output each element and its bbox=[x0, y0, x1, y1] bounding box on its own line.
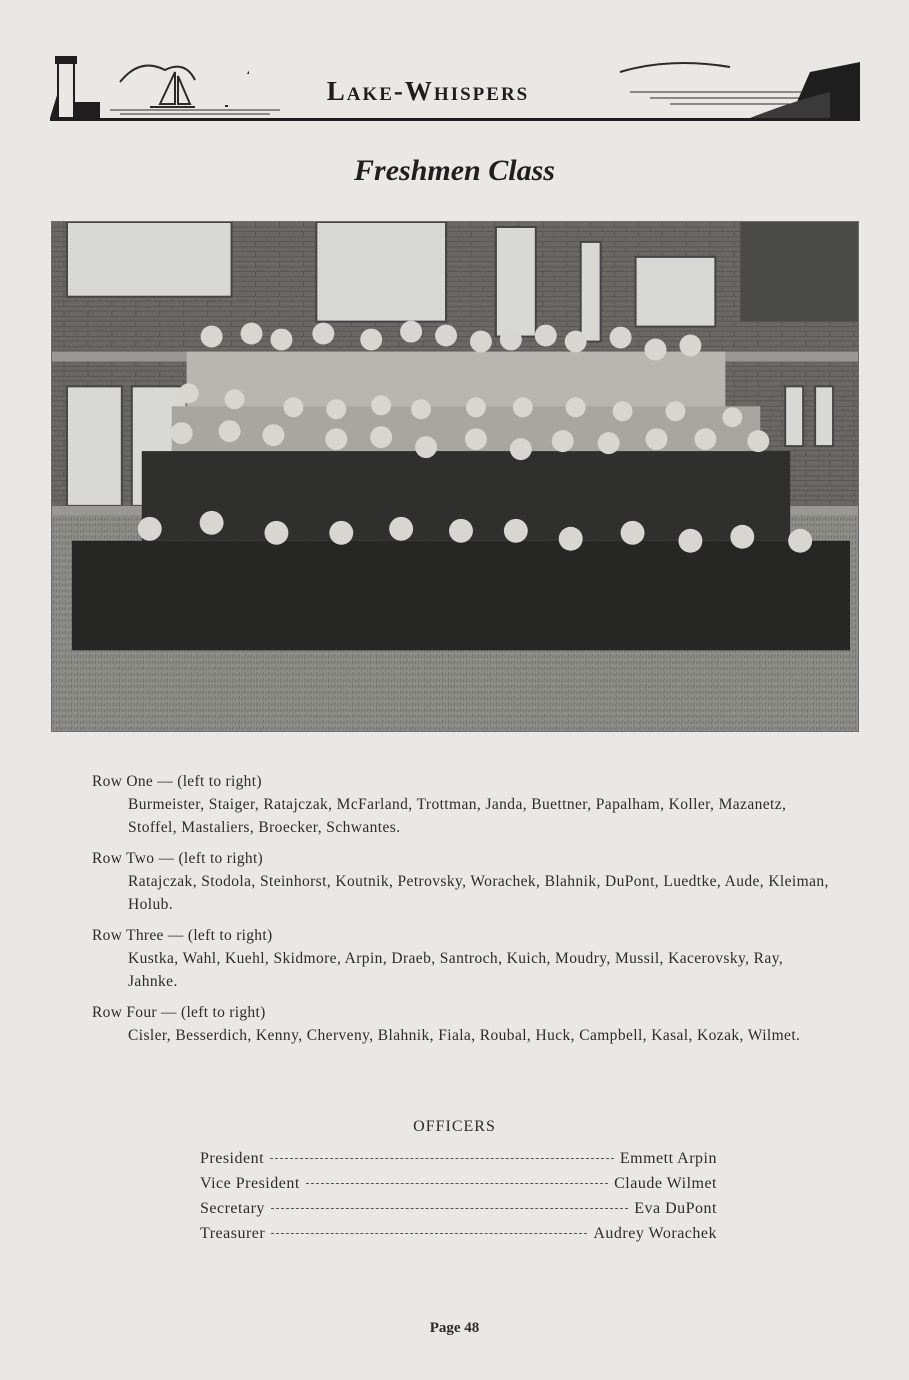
class-group-photo-image bbox=[52, 222, 858, 731]
row-heading: Row Three — (left to right) bbox=[92, 927, 273, 944]
banner-title: Lake-Whispers bbox=[228, 74, 628, 108]
class-photo bbox=[51, 221, 859, 732]
leader-line bbox=[271, 1233, 587, 1234]
row-names: Ratajczak, Stodola, Steinhorst, Koutnik, Petrovsky, Worachek, Blahnik, DuPont, Luedtke, Aude, Kleiman, Holub. bbox=[128, 873, 829, 913]
officer-name: Audrey Worachek bbox=[593, 1225, 717, 1242]
row-two bbox=[92, 847, 837, 916]
officers-title: OFFICERS bbox=[413, 1118, 496, 1135]
officer-name: Eva DuPont bbox=[634, 1200, 717, 1217]
officer-row bbox=[200, 1225, 717, 1250]
officer-row bbox=[200, 1150, 717, 1175]
row-names: Kustka, Wahl, Kuehl, Skidmore, Arpin, Draeb, Santroch, Kuich, Moudry, Mussil, Kacerovsky, Ray, Jahnke. bbox=[128, 950, 784, 990]
row-heading: Row One — (left to right) bbox=[92, 773, 262, 790]
officer-role: Treasurer bbox=[200, 1225, 266, 1242]
officer-name: Claude Wilmet bbox=[614, 1175, 717, 1192]
row-heading: Row Four — (left to right) bbox=[92, 1004, 266, 1021]
officer-role: Secretary bbox=[200, 1200, 265, 1217]
leader-line bbox=[270, 1158, 614, 1159]
row-heading: Row Two — (left to right) bbox=[92, 850, 264, 867]
leader-line bbox=[271, 1208, 628, 1209]
lighthouse-icon bbox=[50, 56, 100, 118]
name-rows bbox=[92, 770, 837, 1055]
officer-row bbox=[200, 1200, 717, 1225]
row-three bbox=[92, 924, 837, 993]
row-names: Cisler, Besserdich, Kenny, Cherveny, Blahnik, Fiala, Roubal, Huck, Campbell, Kasal, Kozak, Wilmet. bbox=[128, 1027, 801, 1044]
officer-role: Vice President bbox=[200, 1175, 300, 1192]
sailboat-icon bbox=[150, 72, 195, 107]
officers-list bbox=[200, 1150, 717, 1250]
page-title: Freshmen Class bbox=[354, 154, 555, 187]
row-four bbox=[92, 1001, 837, 1047]
leader-line bbox=[306, 1183, 608, 1184]
officer-name: Emmett Arpin bbox=[619, 1150, 717, 1167]
page-number: Page 48 bbox=[429, 1320, 480, 1336]
officer-row bbox=[200, 1175, 717, 1200]
officer-role: President bbox=[200, 1150, 265, 1167]
row-names: Burmeister, Staiger, Ratajczak, McFarland, Trottman, Janda, Buettner, Papalham, Koller, Mazanetz, Stoffel, Mastaliers, Broecker, Schwantes. bbox=[128, 796, 787, 836]
row-one bbox=[92, 770, 837, 839]
